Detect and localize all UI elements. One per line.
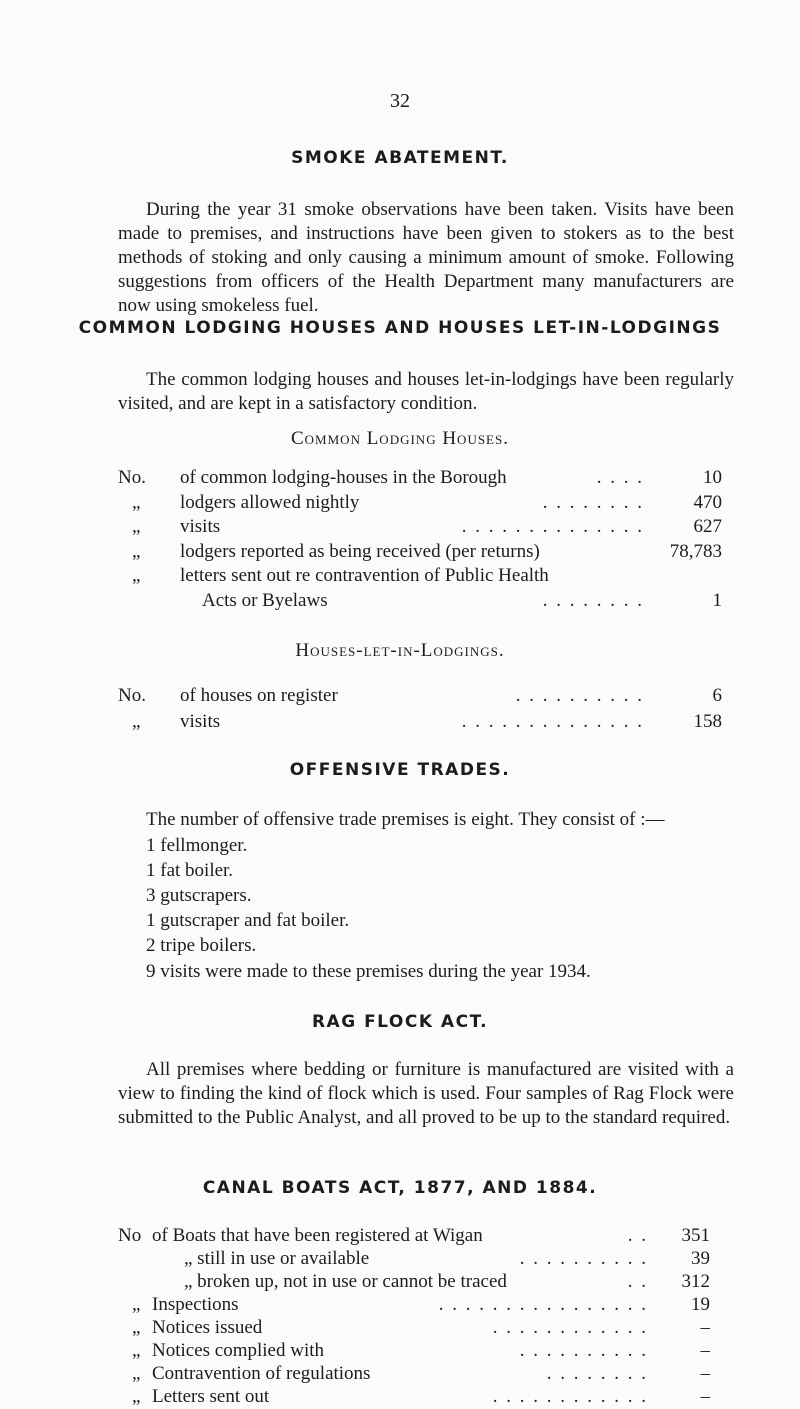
canal-boats-label: Notices complied with bbox=[152, 1340, 325, 1361]
common-lodging-label: of common lodging-houses in the Borough bbox=[180, 467, 507, 488]
canal-boats-value: 39 bbox=[691, 1248, 710, 1269]
canal-boats-prefix: No bbox=[118, 1225, 142, 1246]
offensive-trade-item: 1 fat boiler. bbox=[146, 860, 234, 881]
common-lodging-value: 627 bbox=[693, 516, 722, 537]
canal-boats-value: – bbox=[700, 1386, 710, 1407]
common-lodging-label: letters sent out re contravention of Public Health bbox=[180, 565, 549, 586]
lodging-houses-paragraph: The common lodging houses and houses let-in-lodgings have been regularly visited, and are kept in a satisfactory condition. bbox=[118, 369, 734, 414]
common-lodging-leader: . . . . . . . . . . . . . . bbox=[461, 516, 644, 537]
canal-boats-value: 19 bbox=[691, 1294, 710, 1315]
canal-boats-leader: . . . . . . . . . . bbox=[519, 1340, 648, 1361]
canal-boats-leader: . . bbox=[627, 1225, 648, 1246]
offensive-trade-item: 2 tripe boilers. bbox=[146, 935, 257, 956]
common-lodging-prefix: „ bbox=[132, 540, 141, 562]
canal-boats-value: 312 bbox=[681, 1271, 710, 1292]
offensive-trade-item: 1 gutscraper and fat boiler. bbox=[146, 910, 350, 931]
houses-let-in-lodgings-leader: . . . . . . . . . . . . . . bbox=[461, 711, 644, 732]
common-lodging-prefix: No. bbox=[118, 467, 146, 488]
canal-boats-prefix: „ bbox=[132, 1340, 141, 1361]
houses-let-in-lodgings-value: 158 bbox=[693, 711, 722, 732]
common-lodging-label: visits bbox=[180, 516, 221, 537]
common-lodging-leader: . . . . bbox=[596, 467, 644, 488]
common-lodging-value: 78,783 bbox=[669, 540, 722, 562]
houses-let-in-lodgings-label: visits bbox=[180, 711, 221, 732]
canal-boats-leader: . . . . . . . . . . . . bbox=[492, 1317, 648, 1338]
canal-boats-label: Inspections bbox=[152, 1294, 239, 1315]
common-lodging-leader: . . . . . . . . bbox=[542, 491, 644, 513]
canal-boats-label: „ broken up, not in use or cannot be traced bbox=[184, 1271, 507, 1292]
lodging-houses-heading: COMMON LODGING HOUSES AND HOUSES LET-IN-LODGINGS bbox=[78, 318, 722, 338]
common-lodging-prefix: „ bbox=[132, 516, 141, 537]
canal-boats-label: Contravention of regulations bbox=[152, 1363, 371, 1384]
common-lodging-label: Acts or Byelaws bbox=[202, 589, 328, 611]
common-lodging-label: lodgers allowed nightly bbox=[180, 491, 360, 513]
offensive-trade-item: 1 fellmonger. bbox=[146, 835, 248, 856]
common-lodging-value: 10 bbox=[703, 467, 722, 488]
houses-let-in-lodgings-title: Houses-let-in-Lodgings. bbox=[295, 640, 505, 661]
canal-boats-value: – bbox=[700, 1317, 710, 1338]
common-lodging-leader: . . . . . . . . bbox=[542, 589, 644, 611]
common-lodging-houses-title: Common Lodging Houses. bbox=[291, 428, 509, 449]
common-lodging-label: lodgers reported as being received (per returns) bbox=[180, 540, 540, 562]
offensive-trade-item: 3 gutscrapers. bbox=[146, 885, 252, 906]
canal-boats-prefix: „ bbox=[132, 1317, 141, 1338]
canal-boats-label: of Boats that have been registered at Wigan bbox=[152, 1225, 483, 1246]
houses-let-in-lodgings-value: 6 bbox=[712, 685, 722, 706]
smoke-abatement-paragraph: During the year 31 smoke observations have been taken. Visits have been made to premises, and instructions have been given to stokers as to the best methods of stoking and only causing a minimum amount of smoke. Following suggestions from officers of the Health Department many manufacturers are now using smokeless fuel. bbox=[118, 199, 734, 316]
common-lodging-value: 1 bbox=[712, 589, 722, 611]
canal-boats-leader: . . . . . . . . . . bbox=[519, 1248, 648, 1269]
common-lodging-value: 470 bbox=[693, 491, 722, 513]
canal-boats-prefix: „ bbox=[132, 1386, 141, 1407]
houses-let-in-lodgings-prefix: „ bbox=[132, 711, 141, 732]
canal-boats-prefix: „ bbox=[132, 1294, 141, 1315]
canal-boats-heading: CANAL BOATS ACT, 1877, AND 1884. bbox=[202, 1178, 598, 1198]
offensive-trades-intro: The number of offensive trade premises is eight. They consist of :— bbox=[146, 809, 665, 830]
canal-boats-leader: . . . . . . . . bbox=[546, 1363, 648, 1384]
canal-boats-leader: . . . . . . . . . . . . . . . . bbox=[438, 1294, 648, 1315]
rag-flock-paragraph: All premises where bedding or furniture is manufactured are visited with a view to finding the kind of flock which is used. Four samples of Rag Flock were submitted to the Public Analyst, and all proved to be up to the standard required. bbox=[118, 1059, 734, 1128]
offensive-trades-closing: 9 visits were made to these premises during the year 1934. bbox=[146, 961, 591, 982]
canal-boats-label: Letters sent out bbox=[152, 1386, 270, 1407]
page-number: 32 bbox=[390, 90, 410, 112]
common-lodging-prefix: „ bbox=[132, 491, 141, 513]
canal-boats-label: „ still in use or available bbox=[184, 1248, 370, 1269]
smoke-abatement-heading: SMOKE ABATEMENT. bbox=[291, 148, 509, 168]
canal-boats-value: – bbox=[700, 1340, 710, 1361]
houses-let-in-lodgings-prefix: No. bbox=[118, 685, 146, 706]
canal-boats-leader: . . bbox=[627, 1271, 648, 1292]
canal-boats-value: – bbox=[700, 1363, 710, 1384]
common-lodging-prefix: „ bbox=[132, 565, 141, 586]
houses-let-in-lodgings-label: of houses on register bbox=[180, 685, 338, 706]
rag-flock-heading: RAG FLOCK ACT. bbox=[311, 1012, 489, 1032]
offensive-trades-heading: OFFENSIVE TRADES. bbox=[289, 760, 511, 780]
canal-boats-prefix: „ bbox=[132, 1363, 141, 1384]
houses-let-in-lodgings-leader: . . . . . . . . . . bbox=[515, 685, 644, 706]
canal-boats-leader: . . . . . . . . . . . . bbox=[492, 1386, 648, 1407]
canal-boats-label: Notices issued bbox=[152, 1317, 263, 1338]
canal-boats-value: 351 bbox=[681, 1225, 710, 1246]
